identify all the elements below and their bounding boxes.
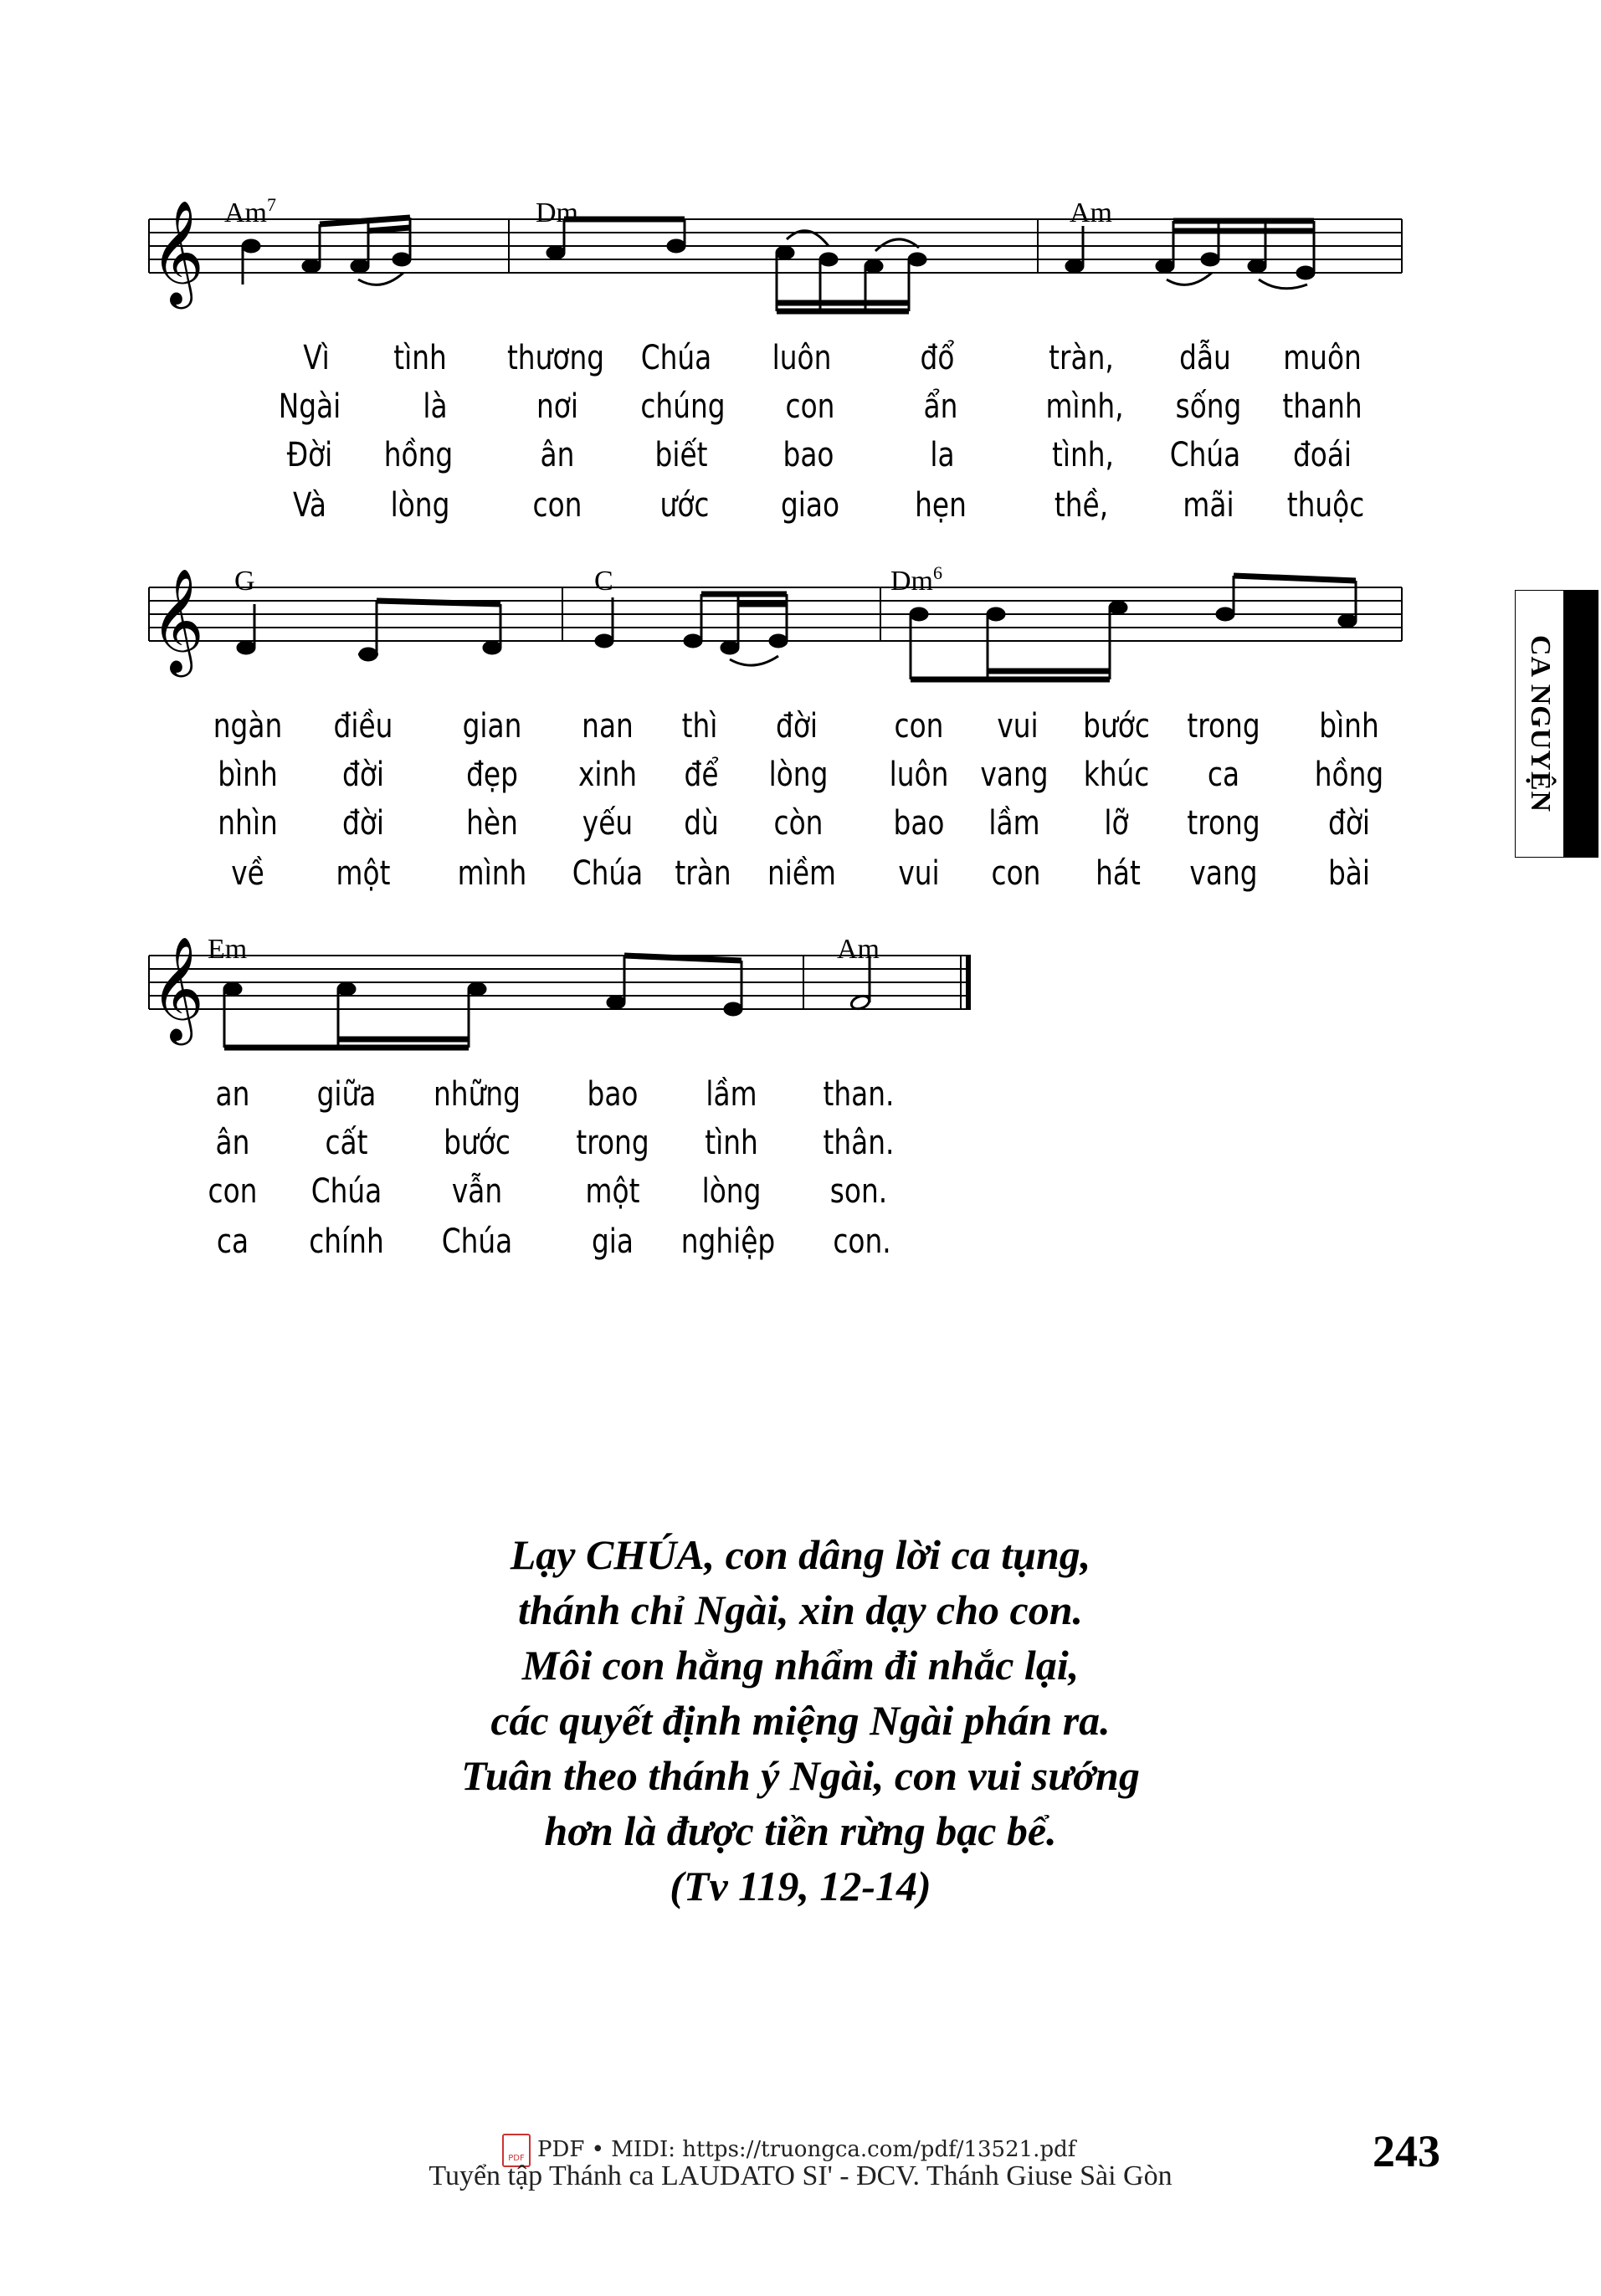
lyric-word: yếu xyxy=(582,804,634,843)
lyric-word: trong xyxy=(576,1124,649,1162)
chord-dm6: Dm$^6$ xyxy=(890,562,942,597)
lyric-word: bài xyxy=(1327,854,1371,893)
lyric-word: vang xyxy=(980,756,1049,794)
lyric-word: đoái xyxy=(1292,436,1352,474)
quote-line: thánh chỉ Ngài, xin dạy cho con. xyxy=(517,1586,1084,1633)
lyric-word: than. xyxy=(823,1075,895,1114)
lyric-word: Và xyxy=(292,486,327,525)
chord-am-final: Am xyxy=(837,934,880,965)
lyric-word: nghiệp xyxy=(680,1222,776,1261)
lyric-word: thề, xyxy=(1054,486,1109,525)
quote-line: hơn là được tiền rừng bạc bể. xyxy=(544,1807,1057,1854)
quote-line: Tuân theo thánh ý Ngài, con vui sướng xyxy=(461,1752,1140,1799)
lyric-word: thuộc xyxy=(1286,486,1365,525)
quote-line: các quyết định miệng Ngài phán ra. xyxy=(490,1697,1111,1744)
lyric-word: con xyxy=(894,707,944,746)
chord-em: Em xyxy=(208,934,248,965)
lyric-word: tràn xyxy=(675,854,731,893)
lyric-word: la xyxy=(930,436,955,474)
lyric-word: lòng xyxy=(768,756,829,794)
footer-link-text: PDF • MIDI: https://truongca.com/pdf/13521.pdf xyxy=(537,2137,1076,2162)
lyric-word: vui xyxy=(898,854,940,893)
lyric-word: biết xyxy=(654,436,708,474)
footer-book-title: Tuyển tập Thánh ca LAUDATO SI' - ĐCV. Thánh Giuse Sài Gòn xyxy=(428,2160,1173,2191)
chord-g: G xyxy=(234,566,255,597)
lyric-word: nan xyxy=(582,707,634,746)
lyric-word: gia xyxy=(591,1222,634,1261)
lyric-word: sống xyxy=(1175,387,1242,426)
lyric-word: mình xyxy=(457,854,527,893)
lyric-word: đời xyxy=(341,804,385,843)
lyric-word: Ngài xyxy=(278,387,341,426)
lyric-word: nơi xyxy=(536,387,578,426)
lyric-word: một xyxy=(336,854,391,893)
lyric-word: Chúa xyxy=(310,1172,382,1211)
lyric-word: đổ xyxy=(920,339,955,377)
lyric-word: dẫu xyxy=(1179,339,1231,377)
lyric-word: đời xyxy=(341,756,385,794)
lyric-word: ân xyxy=(540,436,575,474)
lyric-word: muôn xyxy=(1283,339,1362,377)
pdf-icon: PDF xyxy=(502,2134,531,2167)
lyric-word: hẹn xyxy=(915,486,967,525)
lyric-word: khúc xyxy=(1083,756,1150,794)
lyric-word: niềm xyxy=(767,854,837,893)
lyric-word: son. xyxy=(829,1172,888,1211)
lyric-word: tình, xyxy=(1052,436,1114,474)
chord-am: Am xyxy=(1070,197,1112,228)
staff-system-1 xyxy=(0,0,1601,335)
lyric-word: để xyxy=(684,756,719,794)
treble-clef-icon: 𝄞 xyxy=(151,200,204,305)
lyric-word: bao xyxy=(893,804,945,843)
lyric-word: lầm xyxy=(706,1075,757,1114)
lyric-word: con xyxy=(785,387,835,426)
lyric-word: an xyxy=(215,1075,250,1114)
lyric-word: con. xyxy=(833,1222,891,1261)
psalm-quote xyxy=(0,1527,1601,1914)
lyric-word: vẫn xyxy=(451,1172,503,1211)
lyric-word: chúng xyxy=(640,387,726,426)
lyric-word: chính xyxy=(309,1222,384,1261)
lyric-word: Chúa xyxy=(1169,436,1241,474)
lyric-word: ca xyxy=(216,1222,249,1261)
lyric-word: bình xyxy=(218,756,278,794)
lyric-word: về xyxy=(231,854,264,893)
section-side-tab xyxy=(1515,590,1598,858)
lyric-word: hồng xyxy=(383,436,454,474)
lyric-word: hát xyxy=(1096,854,1141,893)
lyric-word: đẹp xyxy=(466,756,518,794)
lyric-word: ước xyxy=(659,486,710,525)
lyric-word: còn xyxy=(773,804,824,843)
lyric-word: thân. xyxy=(823,1124,895,1162)
lyric-word: cất xyxy=(325,1124,368,1162)
lyric-word: trong xyxy=(1187,804,1260,843)
lyric-word: hèn xyxy=(466,804,518,843)
staff-system-3 xyxy=(0,736,1601,1071)
lyric-word: bình xyxy=(1319,707,1379,746)
lyric-word: vui xyxy=(997,707,1039,746)
lyric-word: bao xyxy=(587,1075,639,1114)
quote-reference: (Tv 119, 12-14) xyxy=(670,1863,931,1909)
quote-line: Lạy CHÚA, con dâng lời ca tụng, xyxy=(510,1531,1091,1578)
lyric-word: thanh xyxy=(1282,387,1362,426)
lyric-word: Đời xyxy=(286,436,333,474)
lyric-word: vang xyxy=(1189,854,1258,893)
lyric-word: giao xyxy=(780,486,840,525)
treble-clef-icon: 𝄞 xyxy=(151,936,204,1041)
lyric-word: mãi xyxy=(1183,486,1234,525)
lyric-word: bao xyxy=(783,436,834,474)
lyric-word: Chúa xyxy=(441,1222,513,1261)
lyric-word: xinh xyxy=(577,756,638,794)
lyric-word: con xyxy=(208,1172,258,1211)
lyric-word: nhìn xyxy=(218,804,278,843)
lyric-word: lòng xyxy=(390,486,450,525)
lyric-word: tình xyxy=(705,1124,758,1162)
lyric-word: bước xyxy=(444,1124,511,1162)
lyric-word: mình, xyxy=(1045,387,1124,426)
lyric-word: con xyxy=(532,486,582,525)
lyric-word: trong xyxy=(1187,707,1260,746)
lyric-word: dù xyxy=(684,804,719,843)
lyric-word: ngàn xyxy=(213,707,283,746)
lyric-word: lỡ xyxy=(1104,804,1129,843)
lyric-word: luôn xyxy=(772,339,832,377)
lyric-word: hồng xyxy=(1314,756,1384,794)
treble-clef-icon: 𝄞 xyxy=(151,568,204,673)
lyric-word: Chúa xyxy=(640,339,712,377)
lyric-word: là xyxy=(423,387,448,426)
lyric-word: gian xyxy=(462,707,522,746)
lyric-word: Vì xyxy=(303,339,330,377)
lyric-word: điều xyxy=(333,707,393,746)
lyric-word: những xyxy=(434,1075,521,1114)
staff-system-2 xyxy=(0,368,1601,703)
lyric-word: Chúa xyxy=(572,854,644,893)
quote-line: Môi con hằng nhẩm đi nhắc lại, xyxy=(521,1642,1080,1689)
lyric-word: tình xyxy=(393,339,447,377)
lyric-word: thương xyxy=(506,339,605,377)
lyric-word: ca xyxy=(1207,756,1240,794)
lyric-word: đời xyxy=(1327,804,1371,843)
lyric-word: đời xyxy=(775,707,818,746)
lyric-word: ân xyxy=(215,1124,250,1162)
lyric-word: con xyxy=(991,854,1041,893)
side-tab-label: CA NGUYỆN xyxy=(1525,634,1556,813)
chord-am7: Am$^7$ xyxy=(224,194,276,228)
lyric-word: lòng xyxy=(701,1172,762,1211)
chord-c: C xyxy=(594,566,613,597)
page-number: 243 xyxy=(1373,2126,1440,2176)
lyric-word: luôn xyxy=(889,756,949,794)
lyric-word: một xyxy=(585,1172,640,1211)
chord-dm: Dm xyxy=(536,197,578,228)
side-tab-bar xyxy=(1563,590,1598,858)
lyric-word: ẩn xyxy=(923,387,958,426)
lyric-word: lầm xyxy=(988,804,1040,843)
lyric-word: thì xyxy=(681,707,718,746)
lyric-word: giữa xyxy=(316,1075,377,1114)
lyric-word: tràn, xyxy=(1049,339,1114,377)
lyric-word: bước xyxy=(1083,707,1150,746)
